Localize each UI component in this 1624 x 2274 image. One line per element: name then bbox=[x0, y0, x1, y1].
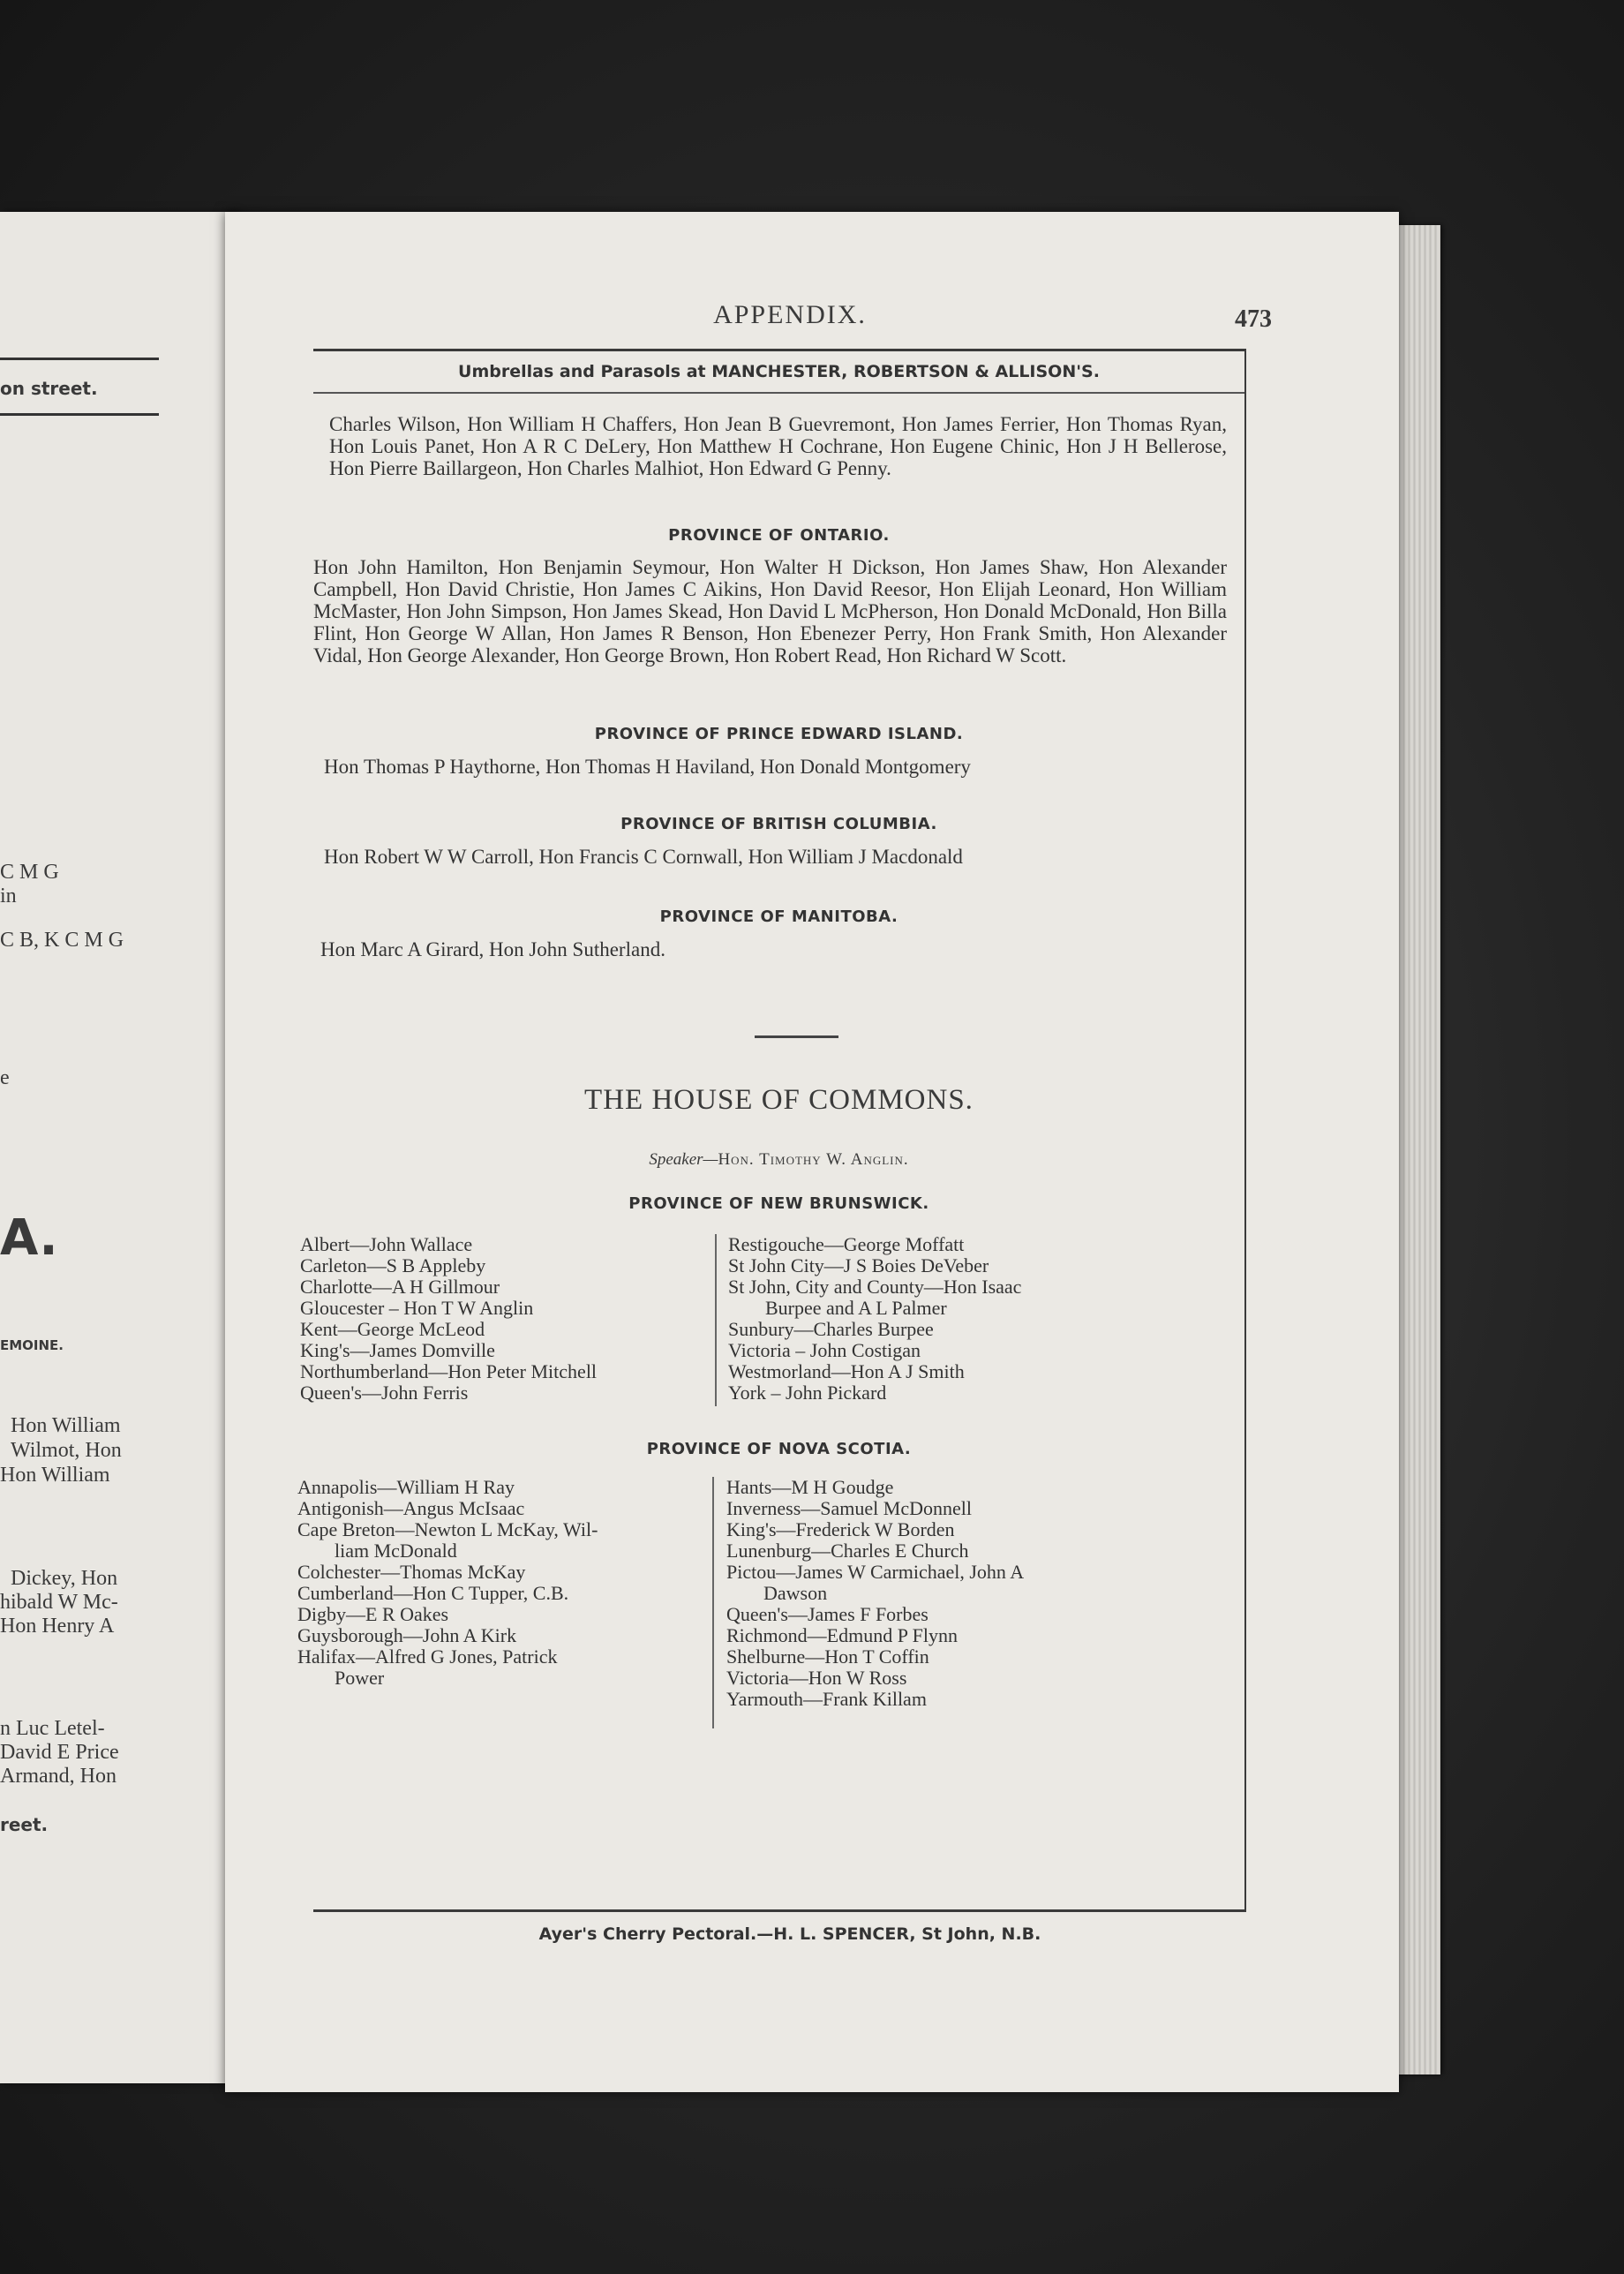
previous-page bbox=[0, 212, 237, 2083]
member-entry: Gloucester – Hon T W Anglin bbox=[300, 1297, 534, 1319]
member-entry: St John, City and County—Hon Isaac bbox=[728, 1276, 1022, 1298]
member-entry: Victoria – John Costigan bbox=[728, 1339, 921, 1361]
member-entry: liam McDonald bbox=[335, 1540, 457, 1562]
header-title: APPENDIX. bbox=[713, 300, 867, 329]
member-entry: Cape Breton—Newton L McKay, Wil- bbox=[297, 1518, 598, 1540]
section-heading-ontario: PROVINCE OF ONTARIO. bbox=[668, 526, 890, 545]
speaker-label: Speaker— bbox=[649, 1150, 718, 1169]
left-fragment: on street. bbox=[0, 378, 98, 399]
member-entry: Colchester—Thomas McKay bbox=[297, 1561, 526, 1583]
member-entry: Queen's—James F Forbes bbox=[726, 1603, 929, 1625]
nova-scotia-left-column bbox=[297, 1477, 598, 1689]
left-fragment: in bbox=[0, 885, 17, 907]
nova-scotia-members bbox=[297, 1476, 1244, 1724]
left-fragment: A. bbox=[0, 1209, 58, 1267]
british-columbia-senators: Hon Robert W W Carroll, Hon Francis C Cornwall, Hon William J Macdonald bbox=[324, 846, 963, 868]
left-fragment: Hon William bbox=[0, 1464, 110, 1487]
section-heading-nova-scotia: PROVINCE OF NOVA SCOTIA. bbox=[646, 1440, 912, 1458]
ontario-senators: Hon John Hamilton, Hon Benjamin Seymour, Hon Walter H Dickson, Hon James Shaw, Hon Alexander Campbell, Hon David Christie, Hon James C Aikins, Hon David Reesor, Hon Elijah Leonard, Hon William McMaster, Hon John Simpson, Hon James Skead, Hon David L McPherson, Hon Donald McDonald, Hon Billa Flint, Hon George W Allan, Hon James R Benson, Hon Ebenezer Perry, Hon Frank Smith, Hon Alexander Vidal, Hon George Alexander, Hon George Brown, Hon Robert Read, Hon Richard W Scott. bbox=[313, 556, 1227, 666]
member-entry: Hants—M H Goudge bbox=[726, 1476, 894, 1498]
member-entry: Halifax—Alfred G Jones, Patrick bbox=[297, 1645, 558, 1668]
member-entry: Queen's—John Ferris bbox=[300, 1382, 469, 1404]
content-box bbox=[297, 349, 1246, 1912]
section-heading-new-brunswick: PROVINCE OF NEW BRUNSWICK. bbox=[628, 1194, 929, 1213]
nova-scotia-right-column bbox=[726, 1477, 1024, 1710]
member-entry: Charlotte—A H Gillmour bbox=[300, 1276, 500, 1298]
left-fragment: Hon Henry A bbox=[0, 1615, 115, 1638]
member-entry: Burpee and A L Palmer bbox=[765, 1297, 947, 1319]
speaker-name: Hon. Timothy W. Anglin. bbox=[718, 1150, 909, 1169]
column-divider bbox=[712, 1477, 714, 1728]
member-entry: Cumberland—Hon C Tupper, C.B. bbox=[297, 1582, 569, 1604]
left-fragment: Wilmot, Hon bbox=[11, 1439, 122, 1462]
section-heading-manitoba: PROVINCE OF MANITOBA. bbox=[659, 907, 898, 926]
section-heading-pei: PROVINCE OF PRINCE EDWARD ISLAND. bbox=[594, 725, 964, 743]
pei-senators: Hon Thomas P Haythorne, Hon Thomas H Haviland, Hon Donald Montgomery bbox=[324, 756, 971, 778]
member-entry: Shelburne—Hon T Coffin bbox=[726, 1645, 929, 1668]
quebec-senators-continued: Charles Wilson, Hon William H Chaffers, Hon Jean B Guevremont, Hon James Ferrier, Hon Thomas Ryan, Hon Louis Panet, Hon A R C DeLery, Hon Matthew H Cochrane, Hon Eugene Chinic, Hon J H Bellerose, Hon Pierre Baillargeon, Hon Charles Malhiot, Hon Edward G Penny. bbox=[329, 413, 1227, 479]
rule bbox=[0, 413, 159, 416]
member-entry: Inverness—Samuel McDonnell bbox=[726, 1497, 972, 1519]
member-entry: Westmorland—Hon A J Smith bbox=[728, 1360, 965, 1382]
commons-title: THE HOUSE OF COMMONS. bbox=[584, 1084, 974, 1116]
page-edge bbox=[1395, 225, 1440, 2074]
member-entry: Digby—E R Oakes bbox=[297, 1603, 449, 1625]
running-header bbox=[313, 300, 1272, 344]
new-brunswick-left-column bbox=[300, 1234, 597, 1404]
left-fragment: EMOINE. bbox=[0, 1337, 64, 1353]
column-divider bbox=[715, 1234, 717, 1406]
new-brunswick-right-column bbox=[728, 1234, 1021, 1404]
member-entry: Sunbury—Charles Burpee bbox=[728, 1318, 934, 1340]
new-brunswick-members bbox=[300, 1233, 1244, 1411]
member-entry: Richmond—Edmund P Flynn bbox=[726, 1624, 958, 1646]
member-entry: Yarmouth—Frank Killam bbox=[726, 1688, 927, 1710]
member-entry: Carleton—S B Appleby bbox=[300, 1254, 486, 1276]
speaker-line bbox=[313, 1150, 1244, 1170]
member-entry: Restigouche—George Moffatt bbox=[728, 1233, 965, 1255]
member-entry: Annapolis—William H Ray bbox=[297, 1476, 515, 1498]
member-entry: Lunenburg—Charles E Church bbox=[726, 1540, 969, 1562]
rule bbox=[313, 392, 1244, 394]
page-number: 473 bbox=[1235, 305, 1272, 333]
section-divider bbox=[755, 1035, 838, 1038]
left-fragment: Dickey, Hon bbox=[11, 1567, 118, 1590]
left-fragment: Armand, Hon bbox=[0, 1765, 117, 1788]
member-entry: Victoria—Hon W Ross bbox=[726, 1667, 907, 1689]
manitoba-senators: Hon Marc A Girard, Hon John Sutherland. bbox=[320, 938, 665, 960]
member-entry: Antigonish—Angus McIsaac bbox=[297, 1497, 525, 1519]
section-heading-british-columbia: PROVINCE OF BRITISH COLUMBIA. bbox=[620, 815, 937, 833]
left-fragment: reet. bbox=[0, 1814, 49, 1835]
member-entry: Pictou—James W Carmichael, John A bbox=[726, 1561, 1025, 1583]
main-page bbox=[225, 212, 1399, 2092]
top-advertisement: Umbrellas and Parasols at MANCHESTER, ROBERTSON & ALLISON'S. bbox=[458, 362, 1100, 381]
member-entry: King's—Frederick W Borden bbox=[726, 1518, 955, 1540]
left-fragment: n Luc Letel- bbox=[0, 1717, 105, 1740]
left-fragment: Hon William bbox=[11, 1414, 121, 1437]
member-entry: Power bbox=[335, 1667, 385, 1689]
rule bbox=[0, 358, 159, 360]
member-entry: King's—James Domville bbox=[300, 1339, 495, 1361]
left-fragment: hibald W Mc- bbox=[0, 1591, 118, 1614]
member-entry: St John City—J S Boies DeVeber bbox=[728, 1254, 989, 1276]
bottom-advertisement: Ayer's Cherry Pectoral.—H. L. SPENCER, St John, N.B. bbox=[538, 1924, 1041, 1944]
left-fragment: David E Price bbox=[0, 1741, 119, 1764]
member-entry: Northumberland—Hon Peter Mitchell bbox=[300, 1360, 598, 1382]
member-entry: Albert—John Wallace bbox=[300, 1233, 473, 1255]
left-fragment: C B, K C M G bbox=[0, 929, 124, 952]
member-entry: Kent—George McLeod bbox=[300, 1318, 485, 1340]
member-entry: York – John Pickard bbox=[728, 1382, 887, 1404]
member-entry: Guysborough—John A Kirk bbox=[297, 1624, 517, 1646]
left-fragment: C M G bbox=[0, 861, 59, 884]
left-fragment: e bbox=[0, 1066, 10, 1089]
member-entry: Dawson bbox=[763, 1582, 828, 1604]
